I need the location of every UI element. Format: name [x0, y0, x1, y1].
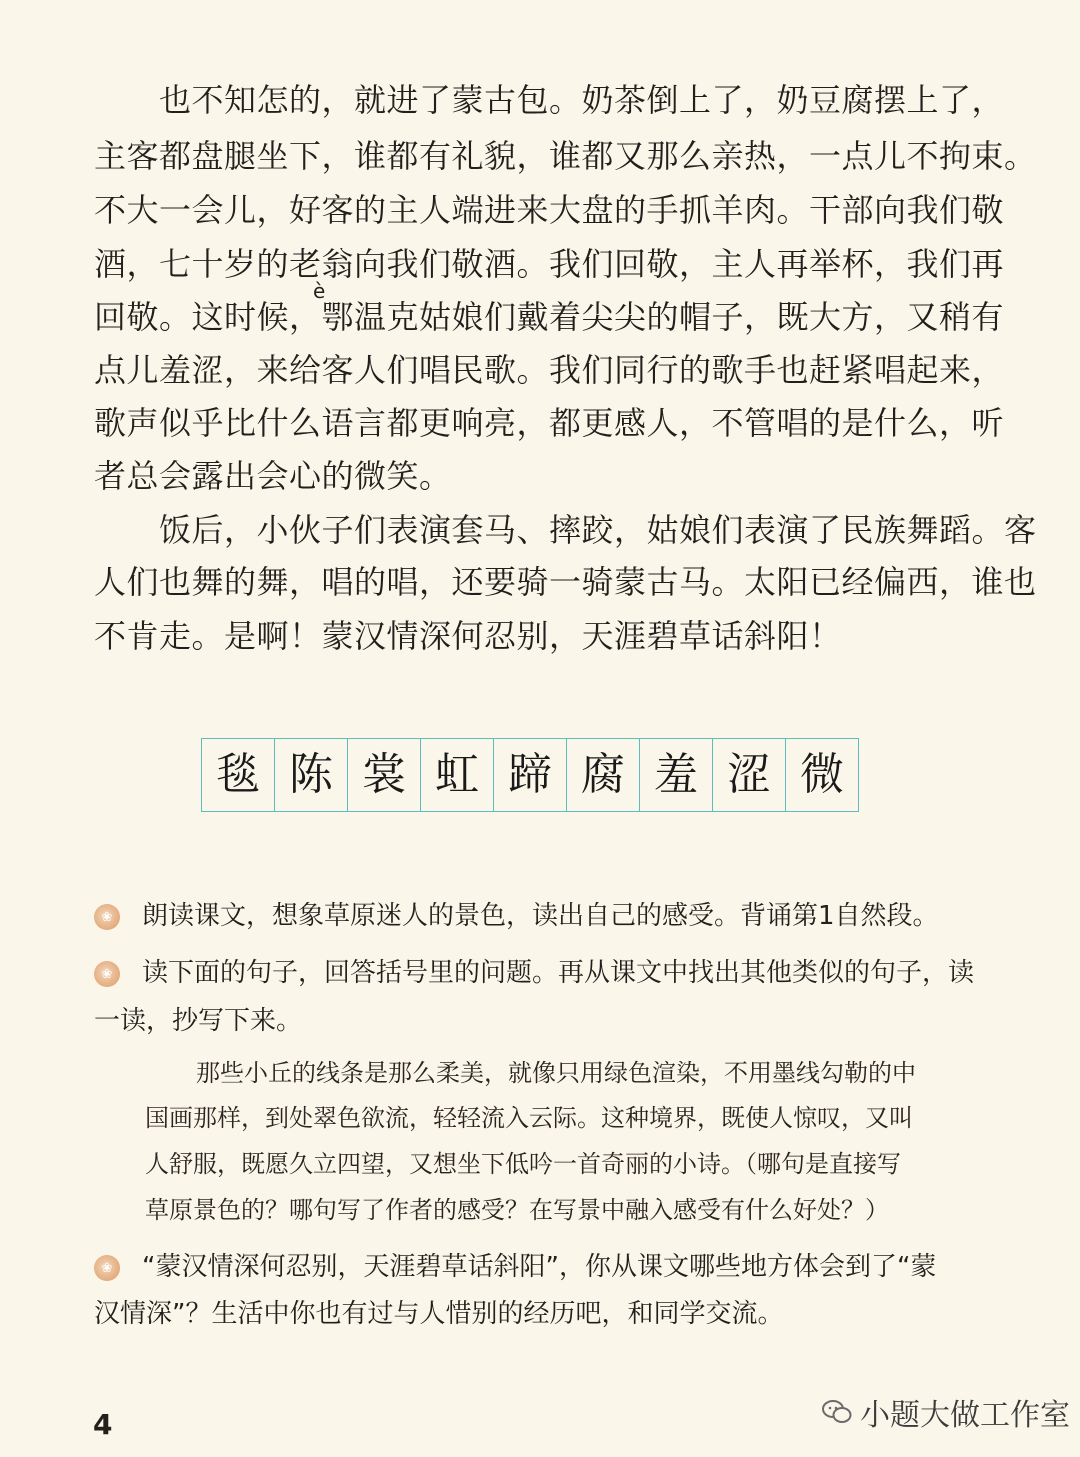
exercise-bullet-icon: ❀	[94, 904, 120, 930]
exercise-1: 朗读课文，想象草原迷人的景色，读出自己的感受。背诵第1自然段。	[142, 901, 939, 931]
text-line: 者总会露出会心的微笑。	[94, 457, 452, 495]
exercise-3-line: “蒙汉情深何忍别，天涯碧草话斜阳”，你从课文哪些地方体会到了“蒙	[142, 1252, 937, 1282]
quote-line: 那些小丘的线条是那么柔美，就像只用绿色渲染，不用墨线勾勒的中	[196, 1059, 916, 1087]
exercise-bullet-icon: ❀	[94, 1255, 120, 1281]
quote-line: 国画那样，到处翠色欲流，轻轻流入云际。这种境界，既使人惊叹，又叫	[145, 1104, 913, 1132]
character-cell: 蹄	[494, 739, 567, 811]
character-cell: 虹	[421, 739, 494, 811]
text-line: 不肯走。是啊！蒙汉情深何忍别，天涯碧草话斜阳！	[94, 617, 842, 655]
text-line: 酒，七十岁的老翁向我们敬酒。我们回敬，主人再举杯，我们再	[94, 245, 1005, 283]
exercise-2-line: 一读，抄写下来。	[94, 1006, 303, 1036]
watermark	[822, 1390, 1070, 1434]
character-cell: 毯	[202, 739, 275, 811]
quote-line: 人舒服，既愿久立四望，又想坐下低吟一首奇丽的小诗。（哪句是直接写	[145, 1150, 901, 1178]
text-line: 饭后，小伙子们表演套马、摔跤，姑娘们表演了民族舞蹈。客	[94, 511, 1037, 549]
character-cell: 涩	[713, 739, 786, 811]
text-line: 不大一会儿，好客的主人端进来大盘的手抓羊肉。干部向我们敬	[94, 191, 1005, 229]
character-cell: 微	[800, 749, 844, 800]
character-cell: 腐	[567, 739, 640, 811]
text-line: 人们也舞的舞，唱的唱，还要骑一骑蒙古马。太阳已经偏西，谁也	[94, 563, 1037, 601]
wechat-icon	[822, 1399, 852, 1425]
watermark-text: 小题大做工作室	[860, 1398, 1070, 1433]
quote-line: 草原景色的？哪句写了作者的感受？在写景中融入感受有什么好处？）	[145, 1196, 889, 1224]
pinyin-annotation: è	[313, 279, 326, 303]
text-line: 主客都盘腿坐下，谁都有礼貌，谁都又那么亲热，一点儿不拘束。	[94, 137, 1037, 175]
page-number: 4	[93, 1408, 113, 1441]
exercise-bullet-icon: ❀	[94, 961, 120, 987]
text-line: 也不知怎的，就进了蒙古包。奶茶倒上了，奶豆腐摆上了，	[94, 81, 1005, 119]
exercise-2-line: 读下面的句子，回答括号里的问题。再从课文中找出其他类似的句子，读	[142, 958, 975, 988]
new-characters-grid	[201, 738, 859, 812]
character-cell: 陈	[275, 739, 348, 811]
text-line: 歌声似乎比什么语言都更响亮，都更感人，不管唱的是什么，听	[94, 404, 1005, 442]
text-line: 点儿羞涩，来给客人们唱民歌。我们同行的歌手也赶紧唱起来，	[94, 351, 1005, 389]
character-cell: 裳	[348, 739, 421, 811]
exercise-3-line: 汉情深”？生活中你也有过与人惜别的经历吧，和同学交流。	[94, 1299, 784, 1329]
character-cell: 羞	[640, 739, 713, 811]
text-line: 回敬。这时候，鄂温克姑娘们戴着尖尖的帽子，既大方，又稍有	[94, 298, 1005, 336]
